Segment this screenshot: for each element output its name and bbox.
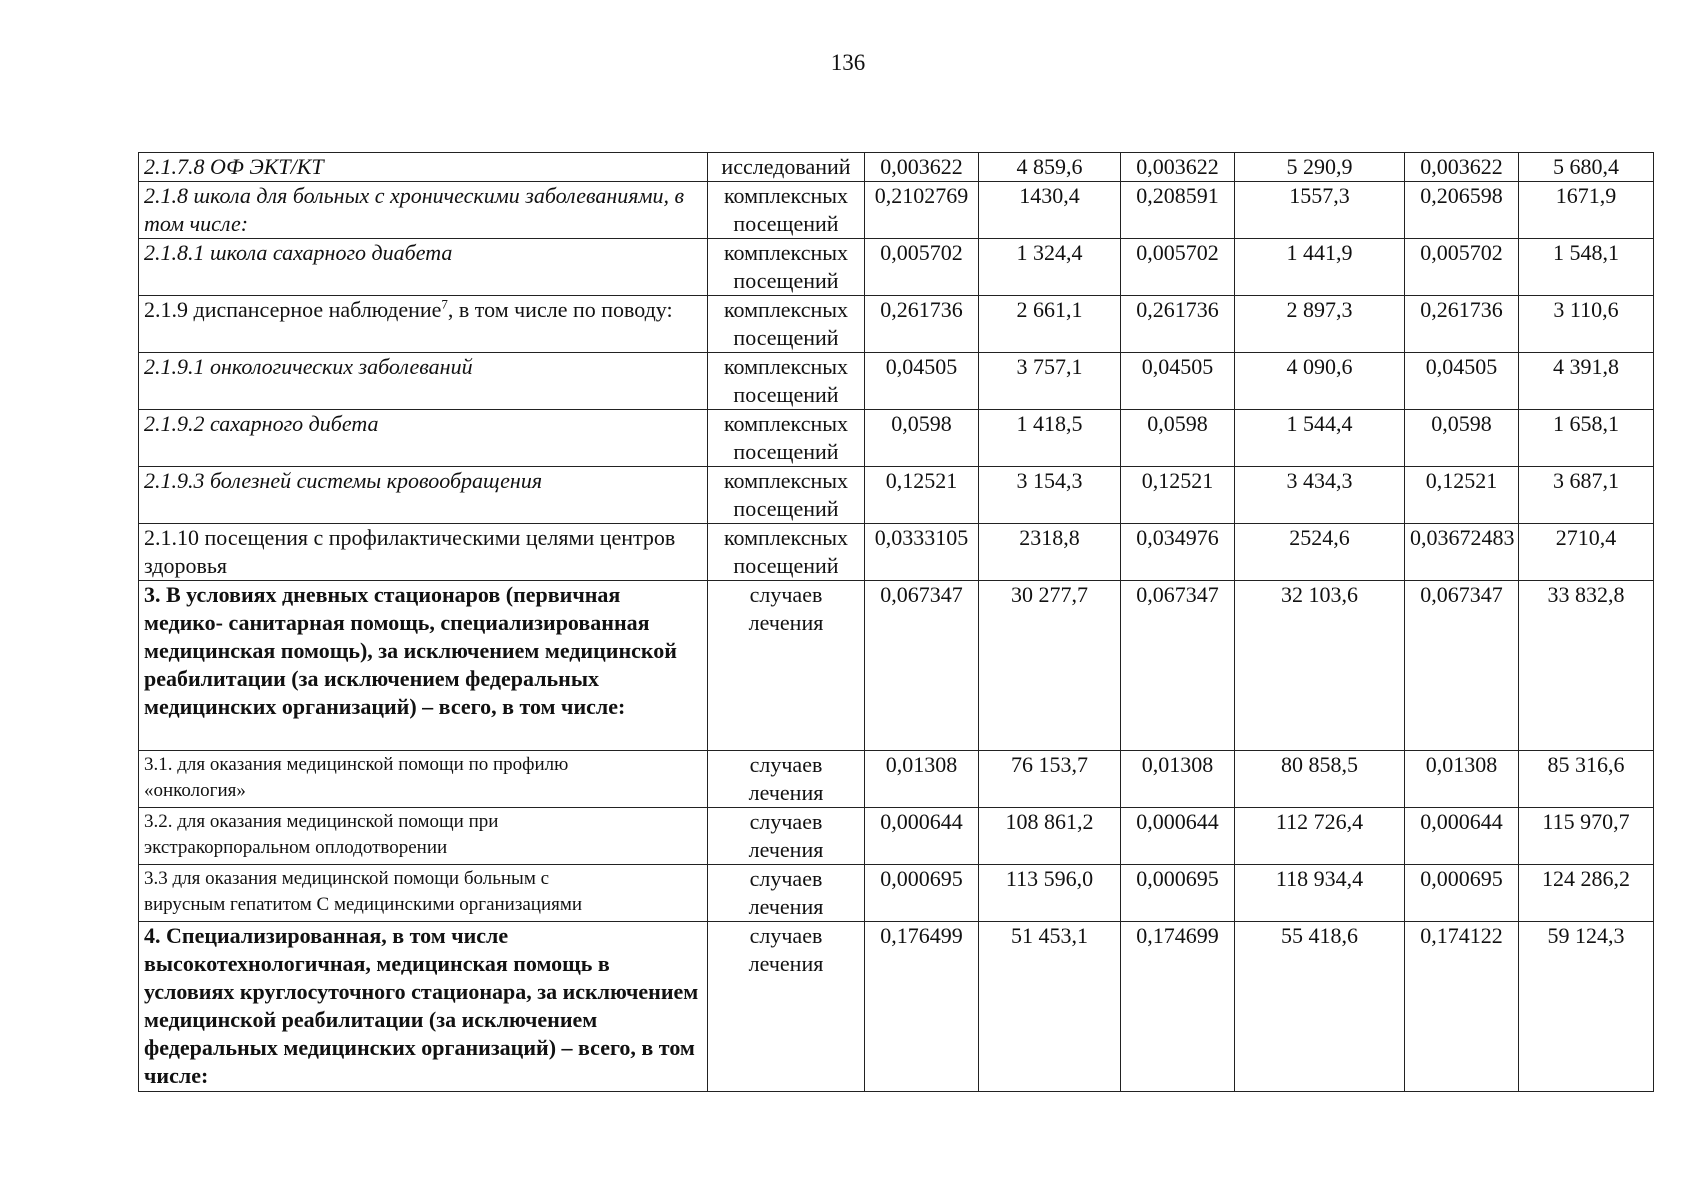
cell-value: 0,12521 bbox=[1405, 467, 1519, 524]
cell-value: 112 726,4 bbox=[1235, 808, 1405, 865]
table-row bbox=[139, 296, 1654, 353]
row-name-line: вирусным гепатитом С медицинскими организациями bbox=[144, 894, 583, 915]
table-row bbox=[139, 524, 1654, 581]
row-name: 2.1.7.8 ОФ ЭКТ/КТ bbox=[139, 153, 708, 182]
cell-value: 0,261736 bbox=[1121, 296, 1235, 353]
table-row bbox=[139, 865, 1654, 922]
row-name-line: «онкология» bbox=[144, 780, 246, 801]
cell-value: 33 832,8 bbox=[1519, 581, 1654, 751]
cell-value: 0,003622 bbox=[1405, 153, 1519, 182]
data-table bbox=[138, 152, 1654, 1092]
cell-value: 0,174122 bbox=[1405, 922, 1519, 1092]
row-name: 2.1.9.1 онкологических заболеваний bbox=[139, 353, 708, 410]
cell-value: 0,261736 bbox=[1405, 296, 1519, 353]
cell-value: 2524,6 bbox=[1235, 524, 1405, 581]
cell-value: 0,003622 bbox=[865, 153, 979, 182]
cell-value: 0,000644 bbox=[1405, 808, 1519, 865]
cell-value: 0,206598 bbox=[1405, 182, 1519, 239]
row-unit: комплексных посещений bbox=[708, 410, 865, 467]
cell-value: 1430,4 bbox=[979, 182, 1121, 239]
cell-value: 0,03672483 bbox=[1405, 524, 1519, 581]
cell-value: 1 548,1 bbox=[1519, 239, 1654, 296]
cell-value: 0,01308 bbox=[1121, 751, 1235, 808]
cell-value: 108 861,2 bbox=[979, 808, 1121, 865]
cell-value: 0,034976 bbox=[1121, 524, 1235, 581]
table-row bbox=[139, 808, 1654, 865]
cell-value: 3 110,6 bbox=[1519, 296, 1654, 353]
cell-value: 32 103,6 bbox=[1235, 581, 1405, 751]
cell-value: 1 658,1 bbox=[1519, 410, 1654, 467]
cell-value: 4 391,8 bbox=[1519, 353, 1654, 410]
cell-value: 59 124,3 bbox=[1519, 922, 1654, 1092]
table-row bbox=[139, 353, 1654, 410]
cell-value: 0,067347 bbox=[1121, 581, 1235, 751]
row-unit: случаев лечения bbox=[708, 581, 865, 751]
table-row bbox=[139, 581, 1654, 751]
table-row bbox=[139, 467, 1654, 524]
cell-value: 1 441,9 bbox=[1235, 239, 1405, 296]
cell-value: 113 596,0 bbox=[979, 865, 1121, 922]
row-unit: комплексных посещений bbox=[708, 296, 865, 353]
cell-value: 0,000695 bbox=[865, 865, 979, 922]
table-row bbox=[139, 751, 1654, 808]
row-name bbox=[139, 808, 708, 865]
row-name: 3. В условиях дневных стационаров (первичная медико- санитарная помощь, специализированная медицинская помощь), за исключением медицинской реабилитации (за исключением федеральных медицинских организаций) – всего, в том числе: bbox=[139, 581, 708, 751]
row-name bbox=[139, 865, 708, 922]
cell-value: 118 934,4 bbox=[1235, 865, 1405, 922]
cell-value: 76 153,7 bbox=[979, 751, 1121, 808]
table-row bbox=[139, 922, 1654, 1092]
row-name: 2.1.9.2 сахарного дибета bbox=[139, 410, 708, 467]
cell-value: 0,005702 bbox=[865, 239, 979, 296]
table-row bbox=[139, 182, 1654, 239]
row-unit: случаев лечения bbox=[708, 751, 865, 808]
cell-value: 0,000695 bbox=[1405, 865, 1519, 922]
cell-value: 124 286,2 bbox=[1519, 865, 1654, 922]
table-row bbox=[139, 410, 1654, 467]
cell-value: 0,000644 bbox=[865, 808, 979, 865]
cell-value: 2318,8 bbox=[979, 524, 1121, 581]
cell-value: 0,01308 bbox=[865, 751, 979, 808]
cell-value: 2 661,1 bbox=[979, 296, 1121, 353]
cell-value: 2710,4 bbox=[1519, 524, 1654, 581]
cell-value: 0,0333105 bbox=[865, 524, 979, 581]
cell-value: 2 897,3 bbox=[1235, 296, 1405, 353]
cell-value: 0,0598 bbox=[1405, 410, 1519, 467]
cell-value: 3 687,1 bbox=[1519, 467, 1654, 524]
cell-value: 4 859,6 bbox=[979, 153, 1121, 182]
row-unit: комплексных посещений bbox=[708, 353, 865, 410]
cell-value: 5 290,9 bbox=[1235, 153, 1405, 182]
cell-value: 0,067347 bbox=[1405, 581, 1519, 751]
footnote-marker: 7 bbox=[441, 296, 448, 312]
row-name-line: экстракорпоральном оплодотворении bbox=[144, 837, 448, 858]
cell-value: 0,04505 bbox=[1405, 353, 1519, 410]
row-unit: комплексных посещений bbox=[708, 524, 865, 581]
cell-value: 80 858,5 bbox=[1235, 751, 1405, 808]
row-unit: случаев лечения bbox=[708, 922, 865, 1092]
cell-value: 0,261736 bbox=[865, 296, 979, 353]
cell-value: 0,005702 bbox=[1405, 239, 1519, 296]
cell-value: 0,000644 bbox=[1121, 808, 1235, 865]
cell-value: 0,174699 bbox=[1121, 922, 1235, 1092]
table-row bbox=[139, 153, 1654, 182]
cell-value: 0,003622 bbox=[1121, 153, 1235, 182]
row-name-line: 3.2. для оказания медицинской помощи при bbox=[144, 811, 499, 832]
row-unit: комплексных посещений bbox=[708, 239, 865, 296]
cell-value: 0,067347 bbox=[865, 581, 979, 751]
row-name bbox=[139, 296, 708, 353]
row-name bbox=[139, 751, 708, 808]
cell-value: 0,176499 bbox=[865, 922, 979, 1092]
cell-value: 0,2102769 bbox=[865, 182, 979, 239]
cell-value: 0,0598 bbox=[865, 410, 979, 467]
row-name-line: 3.3 для оказания медицинской помощи больным с bbox=[144, 868, 550, 889]
cell-value: 85 316,6 bbox=[1519, 751, 1654, 808]
cell-value: 55 418,6 bbox=[1235, 922, 1405, 1092]
cell-value: 1 544,4 bbox=[1235, 410, 1405, 467]
cell-value: 0,12521 bbox=[865, 467, 979, 524]
cell-value: 0,0598 bbox=[1121, 410, 1235, 467]
table-body bbox=[139, 153, 1654, 1092]
row-unit: случаев лечения bbox=[708, 865, 865, 922]
row-name-part: , в том числе по поводу: bbox=[447, 297, 673, 322]
cell-value: 0,04505 bbox=[1121, 353, 1235, 410]
cell-value: 3 434,3 bbox=[1235, 467, 1405, 524]
cell-value: 1557,3 bbox=[1235, 182, 1405, 239]
row-name: 4. Специализированная, в том числе высокотехнологичная, медицинская помощь в условиях круглосуточного стационара, за исключением медицинской реабилитации (за исключением федеральных медицинских организаций) – всего, в том числе: bbox=[139, 922, 708, 1092]
row-unit: исследований bbox=[708, 153, 865, 182]
table-row bbox=[139, 239, 1654, 296]
row-name: 2.1.8 школа для больных с хроническими заболеваниями, в том числе: bbox=[139, 182, 708, 239]
row-unit: комплексных посещений bbox=[708, 467, 865, 524]
cell-value: 1671,9 bbox=[1519, 182, 1654, 239]
row-unit: случаев лечения bbox=[708, 808, 865, 865]
row-name: 2.1.8.1 школа сахарного диабета bbox=[139, 239, 708, 296]
row-name: 2.1.9.3 болезней системы кровообращения bbox=[139, 467, 708, 524]
cell-value: 0,01308 bbox=[1405, 751, 1519, 808]
row-name-line: 3.1. для оказания медицинской помощи по профилю bbox=[144, 754, 569, 775]
cell-value: 115 970,7 bbox=[1519, 808, 1654, 865]
cell-value: 0,000695 bbox=[1121, 865, 1235, 922]
row-name: 2.1.10 посещения с профилактическими целями центров здоровья bbox=[139, 524, 708, 581]
cell-value: 3 757,1 bbox=[979, 353, 1121, 410]
cell-value: 1 418,5 bbox=[979, 410, 1121, 467]
cell-value: 51 453,1 bbox=[979, 922, 1121, 1092]
cell-value: 0,005702 bbox=[1121, 239, 1235, 296]
page-number: 136 bbox=[830, 50, 866, 75]
cell-value: 0,04505 bbox=[865, 353, 979, 410]
cell-value: 0,208591 bbox=[1121, 182, 1235, 239]
row-unit: комплексных посещений bbox=[708, 182, 865, 239]
cell-value: 1 324,4 bbox=[979, 239, 1121, 296]
cell-value: 4 090,6 bbox=[1235, 353, 1405, 410]
cell-value: 30 277,7 bbox=[979, 581, 1121, 751]
cell-value: 0,12521 bbox=[1121, 467, 1235, 524]
cell-value: 5 680,4 bbox=[1519, 153, 1654, 182]
row-name-part: 2.1.9 диспансерное наблюдение bbox=[144, 297, 442, 322]
cell-value: 3 154,3 bbox=[979, 467, 1121, 524]
